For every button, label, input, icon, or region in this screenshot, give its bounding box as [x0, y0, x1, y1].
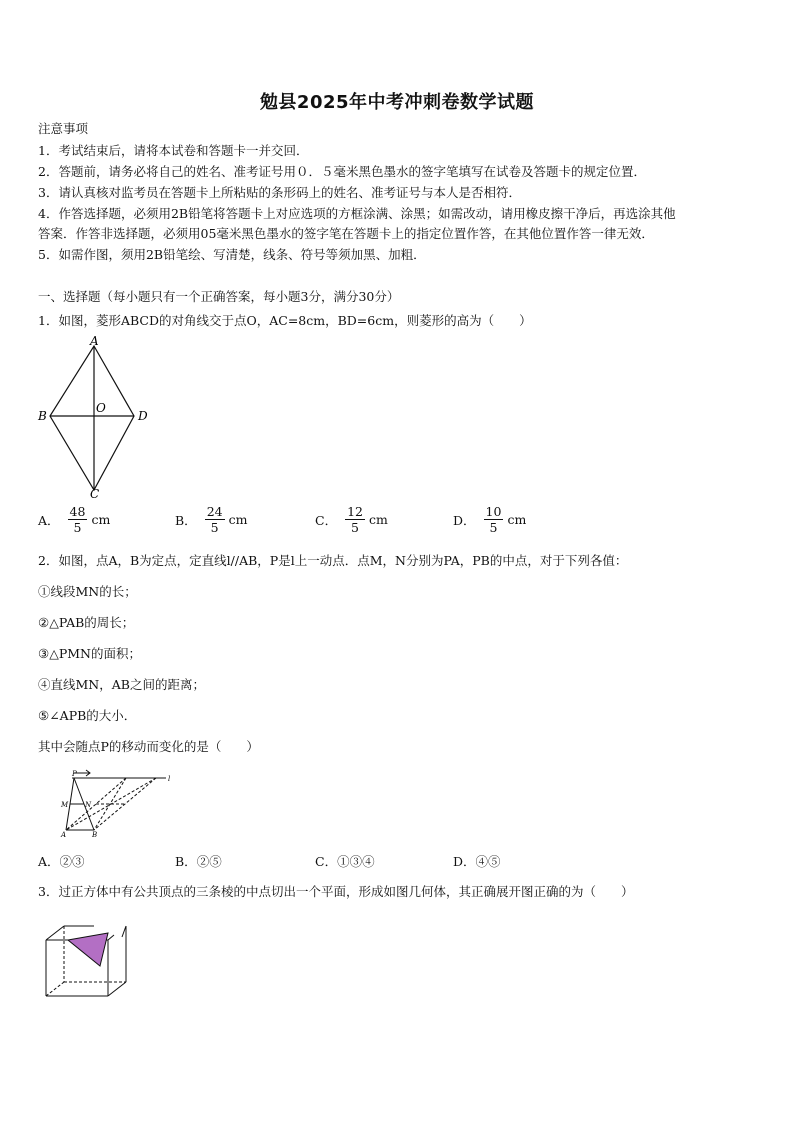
- section-heading: 一、选择题（每小题只有一个正确答案，每小题3分，满分30分）: [38, 289, 400, 304]
- label-b: B: [38, 409, 47, 423]
- q3-stem: 3．过正方体中有公共顶点的三条棱的中点切出一个平面，形成如图几何体，其正确展开图正确的为（ ）: [38, 884, 634, 899]
- q1-stem: 1．如图，菱形ABCD的对角线交于点O，AC=8cm，BD=6cm，则菱形的高为（ ）: [38, 313, 532, 328]
- q2-question: 其中会随点P的移动而变化的是（ ）: [38, 739, 259, 754]
- cube-edge: [108, 935, 114, 940]
- cube-edge: [46, 926, 64, 940]
- notice-item: 1．考试结束后，请将本试卷和答题卡一并交回．: [38, 143, 309, 158]
- notice-item: 答案．作答非选择题，必须用05毫米黑色墨水的签字笔在答题卡上的指定位置作答，在其他位置作答一律无效．: [38, 226, 654, 241]
- label-o: O: [96, 401, 106, 415]
- cube-edge: [122, 926, 126, 937]
- q2-item: ⑤∠APB的大小．: [38, 708, 137, 723]
- label-m: M: [61, 801, 69, 809]
- rhombus-figure: [34, 334, 154, 500]
- cube-figure: [42, 920, 134, 1002]
- fraction: $\frac{24}{5}$: [206, 504, 223, 535]
- label-a: A: [90, 334, 99, 348]
- q2-option-c[interactable]: C．①③④: [315, 854, 375, 869]
- moving-point-figure: [56, 768, 180, 840]
- q1-option-b[interactable]: B． $\frac{24}{5}$ cm: [175, 504, 248, 535]
- notice-item: 4．作答选择题，必须用2B铅笔将答题卡上对应选项的方框涂满、涂黑；如需改动，请用橡皮擦干净后，再选涂其他: [38, 206, 676, 221]
- q1-option-d[interactable]: D． $\frac{10}{5}$ cm: [453, 504, 527, 535]
- cut-face: [68, 933, 108, 966]
- notice-item: 5．如需作图，须用2B铅笔绘、写清楚，线条、符号等须加黑、加粗．: [38, 247, 426, 262]
- notice-item: 2．答题前，请务必将自己的姓名、准考证号用０．５毫米黑色墨水的签字笔填写在试卷及答题卡的规定位置．: [38, 164, 646, 179]
- q2-item: ②△PAB的周长；: [38, 615, 135, 630]
- cube-edge: [108, 982, 126, 996]
- q2-option-b[interactable]: B．②⑤: [175, 854, 222, 869]
- q1-option-a[interactable]: A． $\frac{48}{5}$ cm: [38, 504, 111, 535]
- q2-option-d[interactable]: D．④⑤: [453, 854, 501, 869]
- rhombus-outline: [50, 346, 134, 490]
- hidden-edge: [46, 982, 64, 996]
- q1-option-c[interactable]: C． $\frac{12}{5}$ cm: [315, 504, 388, 535]
- label-c: C: [90, 487, 100, 500]
- page-title: 勉县2025年中考冲刺卷数学试题: [259, 92, 535, 113]
- label-d: D: [138, 409, 148, 423]
- fraction: $\frac{12}{5}$: [347, 504, 363, 535]
- label-p: P: [72, 770, 77, 778]
- notice-item: 3．请认真核对监考员在答题卡上所粘贴的条形码上的姓名、准考证号与本人是否相符．: [38, 185, 521, 200]
- q2-item: ③△PMN的面积；: [38, 646, 141, 661]
- label-n: N: [85, 801, 92, 809]
- label-b: B: [92, 831, 98, 839]
- fraction: $\frac{10}{5}$: [485, 504, 502, 535]
- label-a: A: [61, 831, 67, 839]
- q2-item: ①线段MN的长；: [38, 584, 137, 599]
- q2-item: ④直线MN，AB之间的距离；: [38, 677, 205, 692]
- q2-stem: 2．如图，点A，B为定点，定直线l//AB，P是l上一动点．点M，N分别为PA，PB的中点，对于下列各值：: [38, 553, 628, 568]
- q2-option-a[interactable]: A．②③: [38, 854, 85, 869]
- notice-heading: 注意事项: [38, 121, 89, 136]
- label-l: l: [168, 775, 171, 783]
- fraction: $\frac{48}{5}$: [69, 504, 86, 535]
